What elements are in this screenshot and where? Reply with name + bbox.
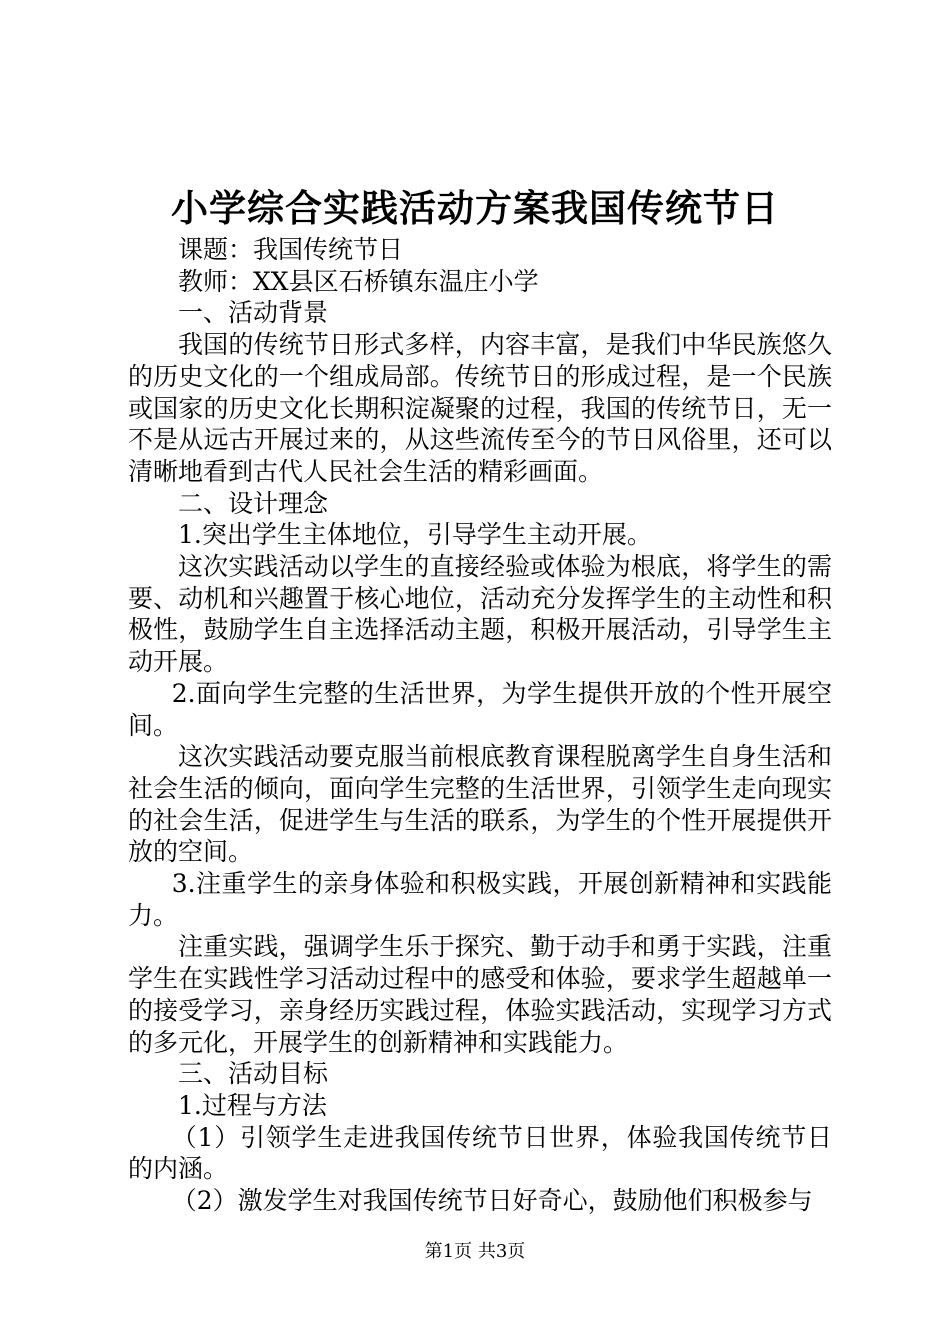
paragraph-concept-1: 这次实践活动以学生的直接经验或体验为根底，将学生的需要、动机和兴趣置于核心地位，活动充分发挥学生的主动性和积极性，鼓励学生自主选择活动主题，积极开展活动，引导学生主动开展。 — [128, 552, 832, 677]
paragraph-concept-2: 这次实践活动要克服当前根底教育课程脱离学生自身生活和社会生活的倾向，面向学生完整的生活世界，引领学生走向现实的社会生活，促进学生与生活的联系，为学生的个性开展提供开放的空间。 — [128, 742, 832, 867]
paragraph-teacher: 教师：XX县区石桥镇东温庄小学 — [178, 266, 539, 296]
section-heading-objectives: 三、活动目标 — [178, 1059, 329, 1089]
list-item-objective-1: （1）引领学生走进我国传统节日世界，体验我国传统节日的内涵。 — [128, 1122, 832, 1184]
subheading-concept-3: 3.注重学生的亲身体验和积极实践，开展创新精神和实践能力。 — [128, 869, 832, 930]
paragraph-topic: 课题：我国传统节日 — [178, 235, 404, 264]
list-item-objective-2: （2）激发学生对我国传统节日好奇心，鼓励他们积极参与 — [171, 1186, 813, 1216]
page-footer: 第1页 共3页 — [424, 1241, 526, 1262]
paragraph-concept-3: 注重实践，强调学生乐于探究、勤于动手和勇于实践，注重学生在实践性学习活动过程中的感受和体验，要求学生超越单一的接受学习，亲身经历实践过程，体验实践活动，实现学习方式的多元化，开展学生的创新精神和实践能力。 — [128, 932, 832, 1057]
document-title: 小学综合实践活动方案我国传统节日 — [171, 186, 779, 230]
document-body — [128, 234, 832, 1217]
section-heading-design-concept: 二、设计理念 — [178, 488, 329, 518]
subheading-concept-2: 2.面向学生完整的生活世界，为学生提供开放的个性开展空间。 — [128, 678, 832, 740]
subheading-process-method: 1.过程与方法 — [178, 1090, 327, 1120]
subheading-concept-1: 1.突出学生主体地位，引导学生主动开展。 — [178, 520, 652, 550]
section-heading-background: 一、活动背景 — [178, 298, 329, 328]
paragraph-background: 我国的传统节日形式多样，内容丰富，是我们中华民族悠久的历史文化的一个组成局部。传统节日的形成过程，是一个民族或国家的历史文化长期积淀凝聚的过程，我国的传统节日，无一不是从远古开展过来的，从这些流传至今的节日风俗里，还可以清晰地看到古代人民社会生活的精彩画面。 — [128, 330, 832, 486]
